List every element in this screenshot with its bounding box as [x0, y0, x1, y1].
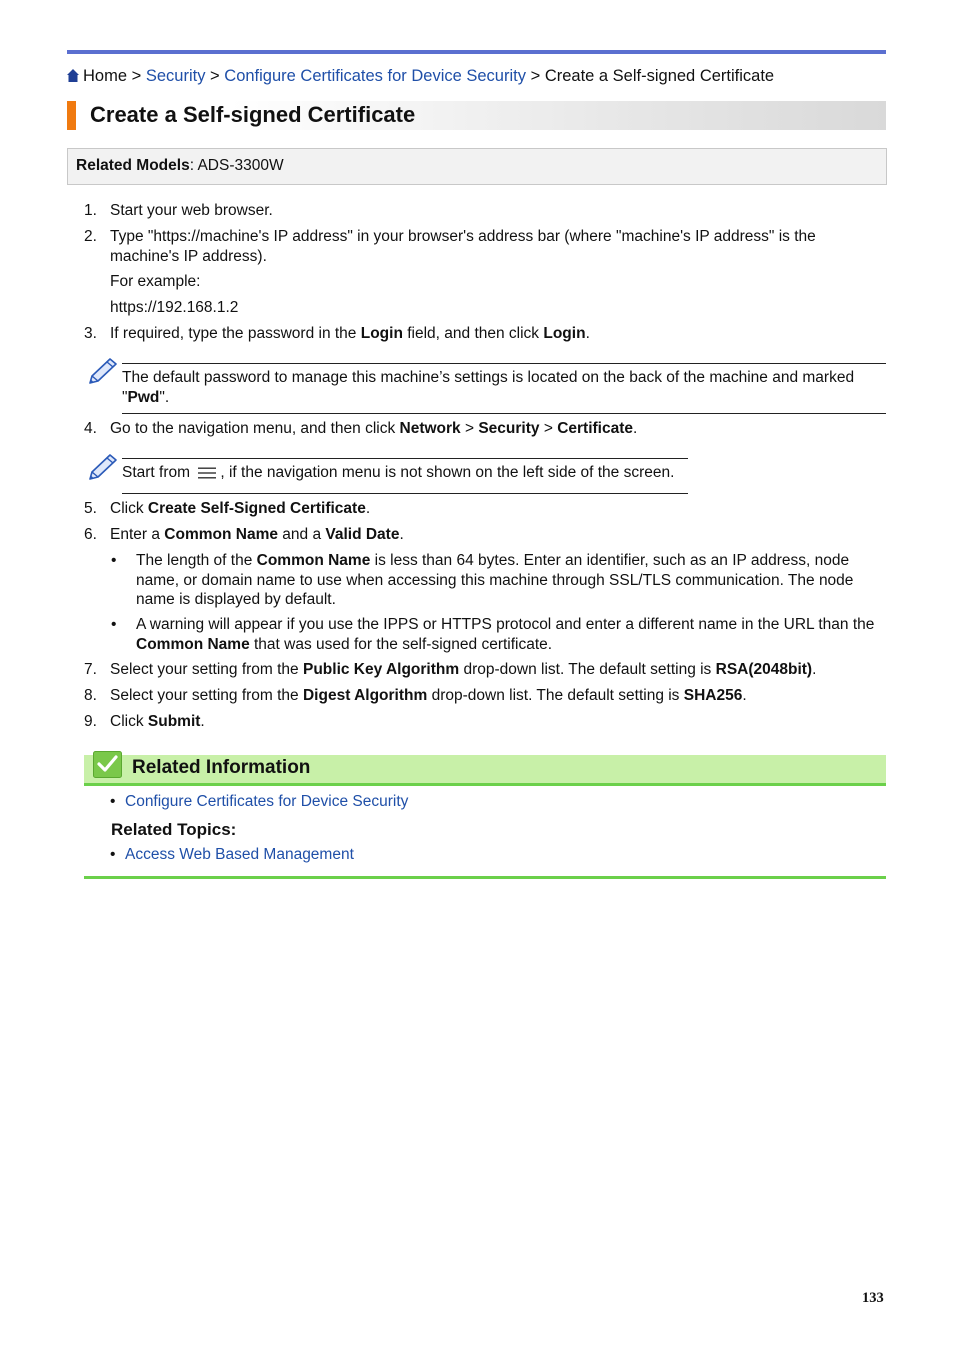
page-number: 133	[862, 1290, 884, 1306]
step-number: 2.	[84, 228, 97, 245]
submit-button-label: Submit	[147, 713, 201, 730]
common-name-label: Common Name	[256, 552, 371, 569]
step-text: drop-down list. The default setting is	[427, 687, 684, 704]
security-menu-label: Security	[478, 420, 540, 437]
bullet-text: is less than 64 bytes. Enter an identifier, such as an IP address, node name, or domain name to use when accessing this machine through SSL/TLS communication. The node name is displayed by default.	[136, 552, 854, 608]
step-1	[84, 201, 885, 221]
step-text: .	[812, 661, 817, 678]
home-icon[interactable]	[67, 69, 79, 82]
step-9	[84, 712, 885, 732]
example-url: https://192.168.1.2	[110, 299, 239, 316]
note-text: ".	[159, 389, 170, 406]
bullet-common-name-length	[111, 551, 886, 610]
common-name-label: Common Name	[164, 526, 278, 543]
note-text: The default password to manage this machine’s settings is located on the back of the machine and marked "	[122, 369, 855, 406]
step-text: Select your setting from the	[110, 661, 303, 678]
breadcrumb	[67, 67, 774, 86]
certificate-menu-label: Certificate	[557, 420, 633, 437]
step-text: Start your web browser.	[110, 202, 273, 219]
related-information-bar	[84, 755, 886, 786]
step-text: .	[399, 526, 404, 543]
breadcrumb-separator: >	[530, 67, 541, 85]
public-key-algorithm-label: Public Key Algorithm	[302, 661, 460, 678]
bullet-mark: •	[110, 793, 116, 810]
step-text: Enter a	[110, 526, 165, 543]
step-text: .	[200, 713, 205, 730]
step-text: and a	[277, 526, 326, 543]
related-information-title: Related Information	[132, 757, 311, 778]
bullet-text: A warning will appear if you use the IPPS or HTTPS protocol and enter a different name in the URL than the	[136, 616, 875, 633]
common-name-label: Common Name	[136, 635, 250, 653]
step-number: 9.	[84, 713, 97, 730]
related-models-label: Related Models	[76, 157, 190, 174]
step-6	[84, 525, 885, 545]
step-text: >	[460, 420, 479, 437]
page-title: Create a Self-signed Certificate	[90, 102, 416, 127]
bullet-mark: •	[111, 552, 117, 569]
step-number: 6.	[84, 526, 97, 543]
step-number: 3.	[84, 325, 97, 342]
step-text: Go to the navigation menu, and then click	[110, 420, 400, 437]
note-text: , if the navigation menu is not shown on the left side of the screen.	[220, 464, 675, 481]
step-text: Select your setting from the	[110, 687, 303, 704]
step-number: 1.	[84, 202, 97, 219]
bullet-mark: •	[111, 616, 117, 633]
step-number: 7.	[84, 661, 97, 678]
step-text: field, and then click	[402, 325, 544, 342]
step-2	[84, 227, 885, 266]
sha256-default-label: SHA256	[683, 687, 743, 704]
note-pencil-icon	[86, 453, 118, 483]
step-text: .	[585, 325, 590, 342]
related-bottom-rule	[84, 876, 886, 879]
note-text: Start from	[122, 464, 195, 481]
breadcrumb-home[interactable]: Home	[83, 67, 128, 85]
step-5	[84, 499, 885, 519]
configure-certificates-link[interactable]: Configure Certificates for Device Security	[125, 793, 409, 810]
create-cert-button-label: Create Self-Signed Certificate	[147, 500, 366, 517]
rsa-default-label: RSA(2048bit)	[715, 661, 813, 678]
step-7	[84, 660, 885, 680]
step-text: .	[742, 687, 747, 704]
breadcrumb-security-link[interactable]: Security	[145, 67, 206, 85]
step-text: .	[633, 420, 638, 437]
example-label: For example:	[110, 273, 201, 290]
step-4	[84, 419, 885, 439]
access-web-based-management-link[interactable]: Access Web Based Management	[125, 846, 354, 863]
step-number: 8.	[84, 687, 97, 704]
network-menu-label: Network	[399, 420, 461, 437]
valid-date-label: Valid Date	[325, 526, 400, 543]
bullet-warning	[111, 615, 886, 654]
note-pencil-icon	[86, 357, 118, 387]
pwd-label: Pwd	[127, 389, 160, 406]
digest-algorithm-label: Digest Algorithm	[302, 687, 428, 704]
step-text: Type "https://machine's IP address" in your browser's address bar (where "machine's IP address" is the machine's IP address).	[110, 228, 816, 265]
breadcrumb-separator: >	[131, 67, 142, 85]
note-navigation-menu	[122, 458, 688, 494]
note-default-password	[122, 363, 886, 414]
related-topics-heading: Related Topics:	[111, 820, 237, 839]
related-models-box	[67, 148, 887, 185]
top-rule	[67, 50, 886, 54]
step-text: drop-down list. The default setting is	[459, 661, 716, 678]
step-8	[84, 686, 885, 706]
step-number: 4.	[84, 420, 97, 437]
bullet-text: that was used for the self-signed certificate.	[249, 635, 553, 653]
step-number: 5.	[84, 500, 97, 517]
step-text: .	[365, 500, 371, 517]
breadcrumb-configure-link[interactable]: Configure Certificates for Device Security	[224, 67, 526, 85]
title-bar	[67, 101, 886, 130]
hamburger-menu-icon	[197, 467, 217, 479]
breadcrumb-current: Create a Self-signed Certificate	[544, 67, 775, 85]
login-button-label: Login	[543, 325, 586, 342]
breadcrumb-separator: >	[210, 67, 220, 85]
step-3	[84, 324, 885, 344]
checkmark-icon	[93, 751, 122, 778]
step-text: Click	[110, 713, 148, 730]
login-field-label: Login	[360, 325, 403, 342]
title-accent	[67, 101, 76, 130]
step-text: If required, type the password in the	[110, 325, 361, 342]
related-models-value: : ADS-3300W	[189, 157, 284, 174]
step-text: Click	[110, 500, 148, 517]
bullet-text: The length of the	[136, 552, 257, 569]
step-text: >	[539, 420, 558, 437]
bullet-mark: •	[110, 846, 116, 863]
